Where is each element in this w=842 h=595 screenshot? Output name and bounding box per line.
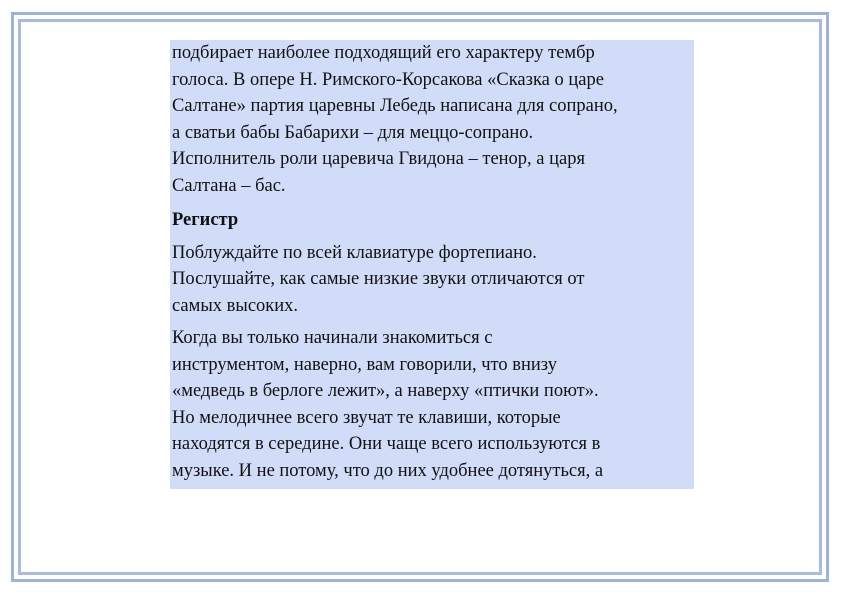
text-line: инструментом, наверно, вам говорили, что внизу bbox=[172, 354, 557, 375]
text-line: подбирает наиболее подходящий его характеру тембр bbox=[172, 43, 595, 63]
text-line: Исполнитель роли царевича Гвидона – тенор, а царя bbox=[172, 149, 586, 169]
text-line: Салтане» партия царевны Лебедь написана для сопрано, bbox=[172, 96, 618, 116]
paragraph-middle-keys bbox=[172, 325, 694, 484]
text-line: Когда вы только начинали знакомиться с bbox=[172, 328, 493, 348]
text-line: Салтана – бас. bbox=[172, 175, 286, 196]
paragraph-voice-timbre bbox=[172, 40, 694, 199]
text-line: самых высоких. bbox=[172, 295, 299, 316]
section-heading-register: Регистр bbox=[172, 210, 239, 230]
text-line: голоса. В опере Н. Римского-Корсакова «Сказка о царе bbox=[172, 69, 604, 90]
text-line: а сватьи бабы Бабарихи – для меццо-сопрано. bbox=[172, 122, 534, 143]
text-line: находятся в середине. Они чаще всего используются в bbox=[172, 434, 601, 454]
text-line: Поблуждайте по всей клавиатуре фортепиано. bbox=[172, 242, 537, 263]
text-line: Но мелодичнее всего звучат те клавиши, которые bbox=[172, 407, 561, 428]
text-content-block bbox=[170, 40, 694, 489]
text-line: музыке. И не потому, что до них удобнее дотянуться, а bbox=[172, 460, 604, 481]
paragraph-keyboard bbox=[172, 240, 694, 320]
text-line: «медведь в берлоге лежит», а наверху «птички поют». bbox=[172, 381, 599, 401]
text-line: Послушайте, как самые низкие звуки отличаются от bbox=[172, 269, 585, 289]
